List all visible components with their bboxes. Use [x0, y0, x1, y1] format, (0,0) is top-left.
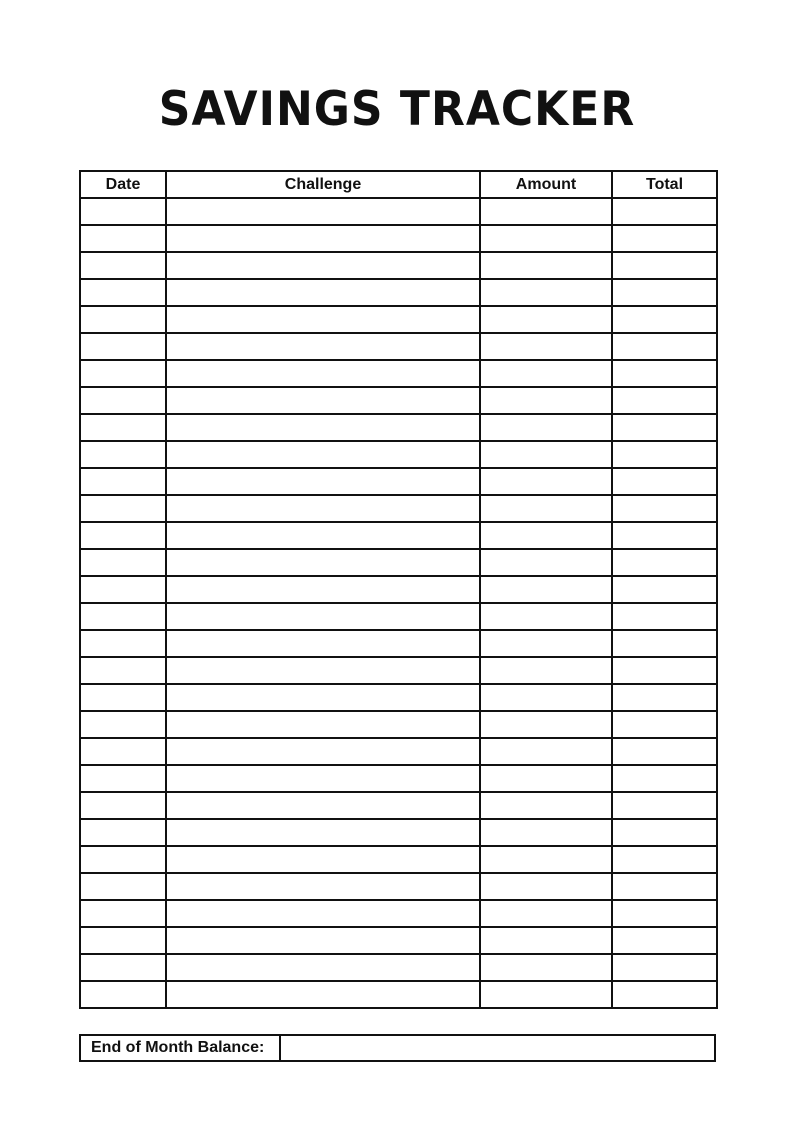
column-header-amount: Amount — [480, 171, 612, 198]
cell-challenge[interactable] — [166, 306, 480, 333]
column-header-challenge: Challenge — [166, 171, 480, 198]
table-row — [80, 765, 717, 792]
cell-challenge[interactable] — [166, 414, 480, 441]
cell-total[interactable] — [612, 549, 717, 576]
cell-amount[interactable] — [480, 468, 612, 495]
table-row — [80, 873, 717, 900]
cell-total[interactable] — [612, 522, 717, 549]
cell-total[interactable] — [612, 846, 717, 873]
balance-value-field[interactable] — [281, 1036, 714, 1060]
table-row — [80, 819, 717, 846]
cell-date[interactable] — [80, 333, 166, 360]
cell-date[interactable] — [80, 981, 166, 1008]
column-header-total: Total — [612, 171, 717, 198]
cell-challenge[interactable] — [166, 684, 480, 711]
cell-total[interactable] — [612, 765, 717, 792]
table-row — [80, 846, 717, 873]
table-row — [80, 738, 717, 765]
table-row — [80, 927, 717, 954]
cell-date[interactable] — [80, 522, 166, 549]
cell-date[interactable] — [80, 684, 166, 711]
balance-label: End of Month Balance: — [81, 1036, 281, 1060]
cell-amount[interactable] — [480, 414, 612, 441]
cell-challenge[interactable] — [166, 225, 480, 252]
cell-amount[interactable] — [480, 711, 612, 738]
table-row — [80, 603, 717, 630]
table-row — [80, 414, 717, 441]
cell-challenge[interactable] — [166, 738, 480, 765]
cell-date[interactable] — [80, 630, 166, 657]
cell-total[interactable] — [612, 711, 717, 738]
cell-challenge[interactable] — [166, 549, 480, 576]
table-row — [80, 252, 717, 279]
table-row — [80, 225, 717, 252]
table-row — [80, 576, 717, 603]
cell-challenge[interactable] — [166, 954, 480, 981]
cell-date[interactable] — [80, 441, 166, 468]
table-row — [80, 522, 717, 549]
table-row — [80, 306, 717, 333]
cell-total[interactable] — [612, 441, 717, 468]
cell-amount[interactable] — [480, 873, 612, 900]
cell-challenge[interactable] — [166, 657, 480, 684]
table-row — [80, 387, 717, 414]
cell-total[interactable] — [612, 738, 717, 765]
cell-total[interactable] — [612, 468, 717, 495]
cell-date[interactable] — [80, 576, 166, 603]
cell-amount[interactable] — [480, 549, 612, 576]
cell-date[interactable] — [80, 846, 166, 873]
cell-challenge[interactable] — [166, 792, 480, 819]
cell-amount[interactable] — [480, 927, 612, 954]
cell-amount[interactable] — [480, 684, 612, 711]
cell-challenge[interactable] — [166, 333, 480, 360]
cell-challenge[interactable] — [166, 522, 480, 549]
cell-amount[interactable] — [480, 819, 612, 846]
cell-challenge[interactable] — [166, 603, 480, 630]
cell-date[interactable] — [80, 468, 166, 495]
table-header-row — [80, 171, 717, 198]
cell-total[interactable] — [612, 360, 717, 387]
table-row — [80, 792, 717, 819]
cell-total[interactable] — [612, 630, 717, 657]
table-row — [80, 684, 717, 711]
cell-date[interactable] — [80, 414, 166, 441]
cell-challenge[interactable] — [166, 711, 480, 738]
cell-date[interactable] — [80, 819, 166, 846]
cell-date[interactable] — [80, 873, 166, 900]
cell-date[interactable] — [80, 360, 166, 387]
cell-amount[interactable] — [480, 630, 612, 657]
cell-date[interactable] — [80, 387, 166, 414]
cell-date[interactable] — [80, 765, 166, 792]
cell-challenge[interactable] — [166, 819, 480, 846]
cell-date[interactable] — [80, 711, 166, 738]
cell-challenge[interactable] — [166, 252, 480, 279]
cell-total[interactable] — [612, 252, 717, 279]
cell-challenge[interactable] — [166, 981, 480, 1008]
cell-date[interactable] — [80, 225, 166, 252]
table-row — [80, 441, 717, 468]
cell-total[interactable] — [612, 657, 717, 684]
cell-date[interactable] — [80, 927, 166, 954]
cell-total[interactable] — [612, 198, 717, 225]
cell-challenge[interactable] — [166, 846, 480, 873]
cell-challenge[interactable] — [166, 873, 480, 900]
cell-total[interactable] — [612, 387, 717, 414]
cell-date[interactable] — [80, 252, 166, 279]
cell-amount[interactable] — [480, 252, 612, 279]
cell-date[interactable] — [80, 738, 166, 765]
cell-challenge[interactable] — [166, 765, 480, 792]
cell-total[interactable] — [612, 900, 717, 927]
cell-total[interactable] — [612, 603, 717, 630]
page-title: SAVINGS TRACKER — [158, 81, 636, 137]
cell-amount[interactable] — [480, 576, 612, 603]
cell-amount[interactable] — [480, 198, 612, 225]
cell-challenge[interactable] — [166, 576, 480, 603]
cell-amount[interactable] — [480, 846, 612, 873]
cell-challenge[interactable] — [166, 630, 480, 657]
cell-challenge[interactable] — [166, 495, 480, 522]
cell-amount[interactable] — [480, 333, 612, 360]
cell-challenge[interactable] — [166, 900, 480, 927]
cell-amount[interactable] — [480, 387, 612, 414]
cell-amount[interactable] — [480, 792, 612, 819]
table-row — [80, 360, 717, 387]
table-row — [80, 630, 717, 657]
savings-table — [79, 170, 718, 1009]
table-row — [80, 711, 717, 738]
cell-amount[interactable] — [480, 603, 612, 630]
cell-amount[interactable] — [480, 738, 612, 765]
table-body — [80, 198, 717, 1008]
table-row — [80, 468, 717, 495]
cell-challenge[interactable] — [166, 360, 480, 387]
cell-challenge[interactable] — [166, 387, 480, 414]
end-of-month-balance — [79, 1034, 716, 1062]
cell-amount[interactable] — [480, 495, 612, 522]
cell-date[interactable] — [80, 900, 166, 927]
cell-amount[interactable] — [480, 954, 612, 981]
column-header-date: Date — [80, 171, 166, 198]
table-row — [80, 657, 717, 684]
cell-date[interactable] — [80, 603, 166, 630]
cell-date[interactable] — [80, 495, 166, 522]
cell-amount[interactable] — [480, 657, 612, 684]
cell-total[interactable] — [612, 954, 717, 981]
cell-total[interactable] — [612, 576, 717, 603]
cell-total[interactable] — [612, 981, 717, 1008]
cell-amount[interactable] — [480, 900, 612, 927]
table-row — [80, 981, 717, 1008]
cell-date[interactable] — [80, 657, 166, 684]
table-row — [80, 198, 717, 225]
cell-challenge[interactable] — [166, 279, 480, 306]
cell-total[interactable] — [612, 819, 717, 846]
cell-date[interactable] — [80, 279, 166, 306]
cell-date[interactable] — [80, 792, 166, 819]
cell-total[interactable] — [612, 414, 717, 441]
cell-total[interactable] — [612, 684, 717, 711]
cell-amount[interactable] — [480, 225, 612, 252]
cell-total[interactable] — [612, 927, 717, 954]
cell-challenge[interactable] — [166, 441, 480, 468]
cell-total[interactable] — [612, 495, 717, 522]
table-row — [80, 954, 717, 981]
cell-amount[interactable] — [480, 765, 612, 792]
table-row — [80, 333, 717, 360]
cell-total[interactable] — [612, 873, 717, 900]
table-row — [80, 549, 717, 576]
cell-amount[interactable] — [480, 360, 612, 387]
cell-amount[interactable] — [480, 306, 612, 333]
cell-total[interactable] — [612, 792, 717, 819]
cell-challenge[interactable] — [166, 927, 480, 954]
cell-total[interactable] — [612, 225, 717, 252]
table-row — [80, 279, 717, 306]
cell-amount[interactable] — [480, 279, 612, 306]
cell-date[interactable] — [80, 306, 166, 333]
cell-challenge[interactable] — [166, 468, 480, 495]
cell-amount[interactable] — [480, 441, 612, 468]
cell-date[interactable] — [80, 954, 166, 981]
table-row — [80, 900, 717, 927]
cell-total[interactable] — [612, 306, 717, 333]
cell-total[interactable] — [612, 333, 717, 360]
cell-amount[interactable] — [480, 981, 612, 1008]
cell-total[interactable] — [612, 279, 717, 306]
cell-amount[interactable] — [480, 522, 612, 549]
cell-date[interactable] — [80, 198, 166, 225]
table-row — [80, 495, 717, 522]
cell-challenge[interactable] — [166, 198, 480, 225]
cell-date[interactable] — [80, 549, 166, 576]
